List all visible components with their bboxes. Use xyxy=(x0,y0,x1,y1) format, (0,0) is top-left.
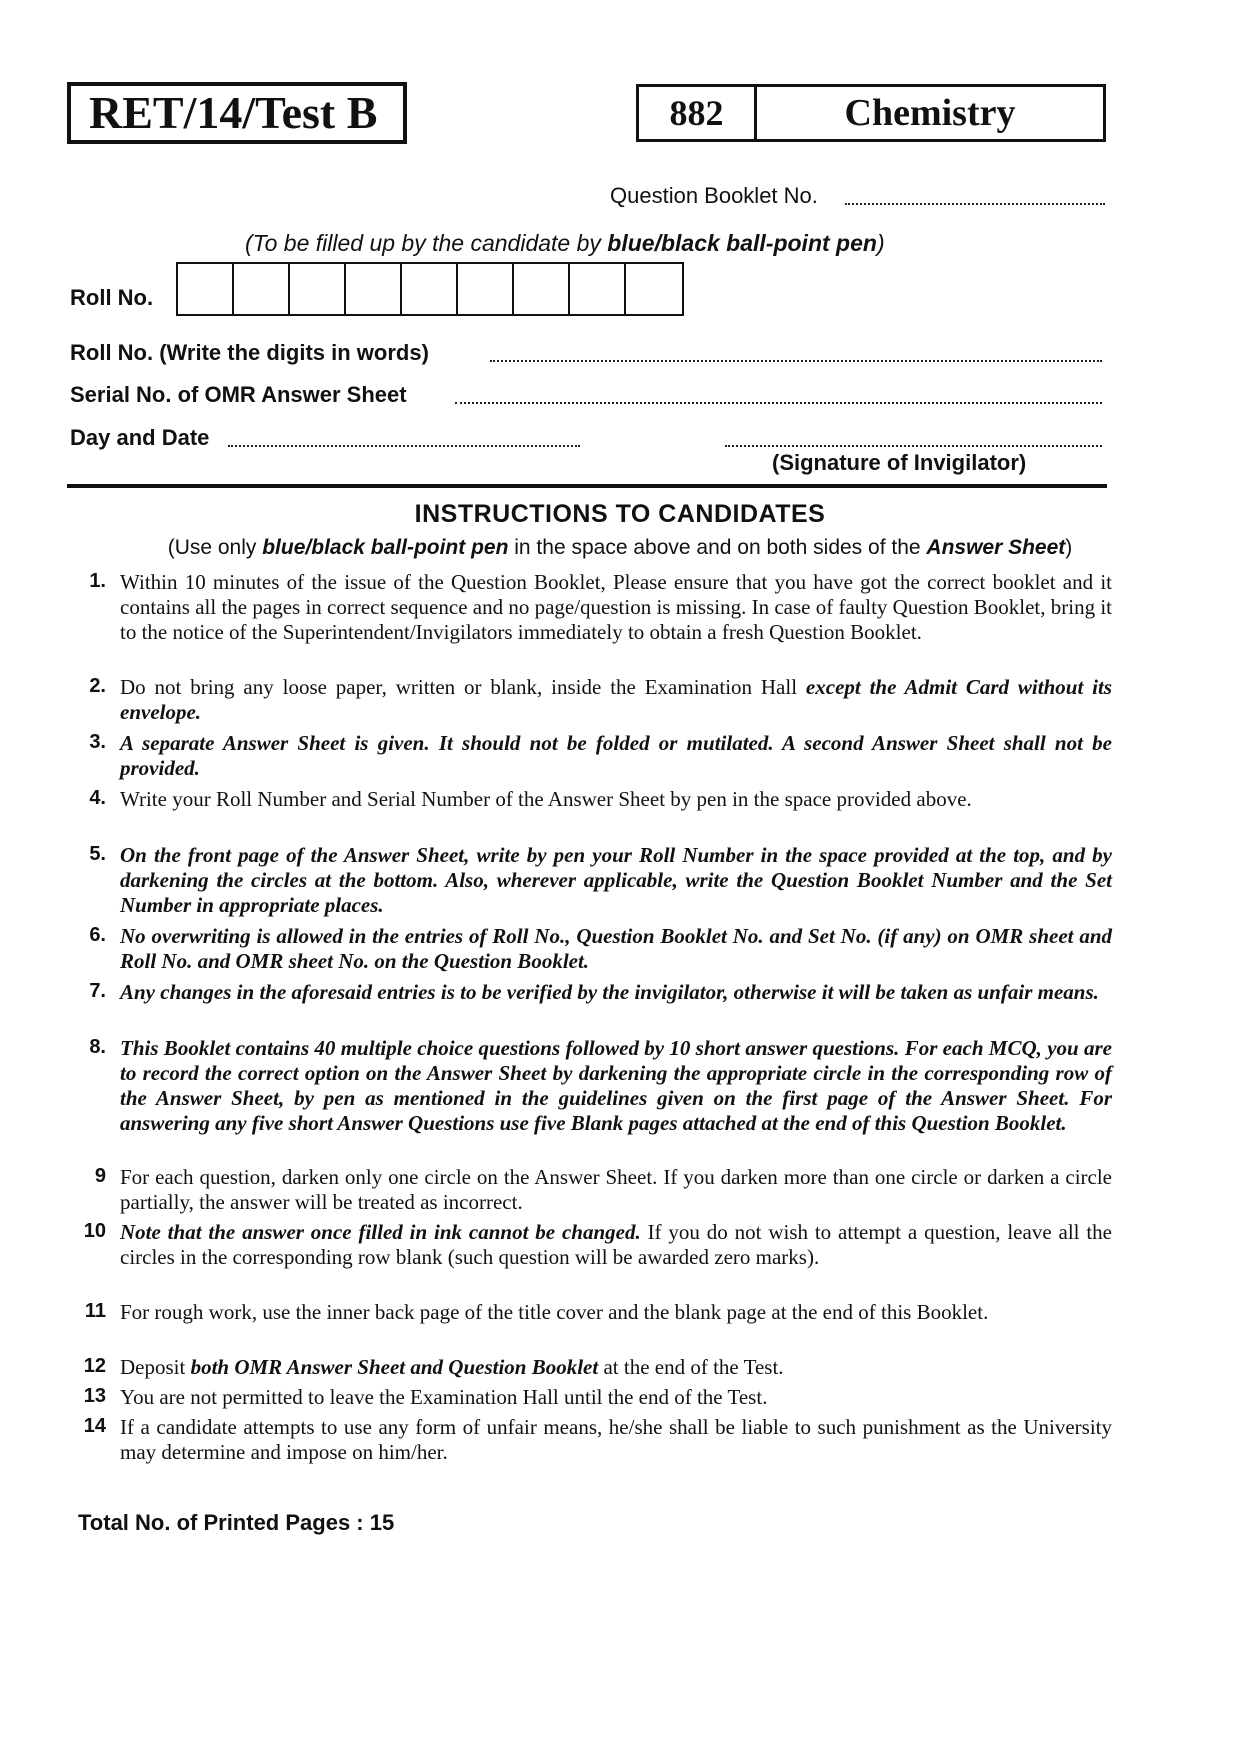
omr-serial-field[interactable] xyxy=(455,402,1102,404)
roll-no-label: Roll No. xyxy=(70,285,154,310)
roll-digit-cell[interactable] xyxy=(290,264,346,314)
roll-digit-cell[interactable] xyxy=(458,264,514,314)
instruction-item: 3. A separate Answer Sheet is given. It should not be folded or mutilated. A second Answer Sheet shall not be provided. xyxy=(89,731,1112,780)
header-divider xyxy=(67,484,1107,488)
roll-digit-cell[interactable] xyxy=(346,264,402,314)
instruction-item: 9 For each question, darken only one circle on the Answer Sheet. If you darken more than one circle or darken a circle partially, the answer will be treated as incorrect. xyxy=(94,1165,1112,1214)
omr-serial-label: Serial No. of OMR Answer Sheet xyxy=(70,382,407,407)
instruction-item: 11 For rough work, use the inner back page of the title cover and the blank page at the end of this Booklet. xyxy=(84,1300,989,1324)
instruction-item: 4. Write your Roll Number and Serial Number of the Answer Sheet by pen in the space provided above. xyxy=(89,787,972,811)
roll-digit-cell[interactable] xyxy=(570,264,626,314)
instruction-item: 12 Deposit both OMR Answer Sheet and Question Booklet at the end of the Test. xyxy=(83,1355,784,1379)
instruction-item: 13 You are not permitted to leave the Examination Hall until the end of the Test. xyxy=(83,1385,768,1409)
day-date-field[interactable] xyxy=(228,445,580,447)
subject-name: Chemistry xyxy=(844,92,1016,134)
signature-field[interactable] xyxy=(725,445,1102,447)
test-code-box xyxy=(67,82,407,144)
subject-code: 882 xyxy=(639,87,757,139)
signature-label: (Signature of Invigilator) xyxy=(772,450,1027,475)
instruction-item: 5. On the front page of the Answer Sheet, write by pen your Roll Number in the space provided at the top, and by darkening the circles at the bottom. Also, wherever applicable, write the Question Booklet Number and the Set Number in appropriate places. xyxy=(89,843,1112,917)
instruction-item: 8. This Booklet contains 40 multiple choice questions followed by 10 short answer questions. For each MCQ, you are to record the correct option on the Answer Sheet by darkening the appropriate circle in the corresponding row of the Answer Sheet, by pen as mentioned in the guidelines given on the first page of the Answer Sheet. For answering any five short Answer Questions use five Blank pages attached at the end of this Question Booklet. xyxy=(89,1036,1112,1135)
roll-digit-cell[interactable] xyxy=(514,264,570,314)
roll-no-words-label: Roll No. (Write the digits in words) xyxy=(70,340,429,365)
day-date-label: Day and Date xyxy=(70,425,210,450)
instructions-heading: INSTRUCTIONS TO CANDIDATES xyxy=(414,500,826,528)
instruction-item: 6. No overwriting is allowed in the entries of Roll No., Question Booklet No. and Set No. (if any) on OMR sheet and Roll No. and OMR sheet No. on the Question Booklet. xyxy=(89,924,1112,973)
fill-note: (To be filled up by the candidate by blue/black ball-point pen) xyxy=(245,230,885,256)
instruction-item: 14 If a candidate attempts to use any form of unfair means, he/she shall be liable to such punishment as the University may determine and impose on him/her. xyxy=(83,1415,1112,1464)
roll-no-grid[interactable] xyxy=(176,262,684,316)
total-printed-pages: Total No. of Printed Pages : 15 xyxy=(78,1510,395,1535)
roll-digit-cell[interactable] xyxy=(178,264,234,314)
roll-digit-cell[interactable] xyxy=(626,264,682,314)
subject-box xyxy=(636,84,1106,142)
roll-digit-cell[interactable] xyxy=(402,264,458,314)
booklet-no-field[interactable] xyxy=(845,203,1105,205)
instruction-item: 2. Do not bring any loose paper, written or blank, inside the Examination Hall except the Admit Card without its envelope. xyxy=(89,675,1112,724)
instruction-item: 7. Any changes in the aforesaid entries is to be verified by the invigilator, otherwise it will be taken as unfair means. xyxy=(89,980,1099,1004)
instruction-item: 1. Within 10 minutes of the issue of the Question Booklet, Please ensure that you have got the correct booklet and it contains all the pages in correct sequence and no page/question is missing. In case of faulty Question Booklet, bring it to the notice of the Superintendent/Invigilators immediately to obtain a fresh Question Booklet. xyxy=(89,570,1113,644)
instruction-item: 10 Note that the answer once filled in ink cannot be changed. If you do not wish to attempt a question, leave all the circles in the corresponding row blank (such question will be awarded zero marks). xyxy=(83,1220,1112,1269)
instructions-subheading: (Use only blue/black ball-point pen in the space above and on both sides of the Answer Sheet) xyxy=(167,536,1073,559)
question-booklet-label: Question Booklet No. xyxy=(610,183,818,208)
roll-digit-cell[interactable] xyxy=(234,264,290,314)
roll-no-words-field[interactable] xyxy=(490,360,1102,362)
test-code: RET/14/Test B xyxy=(89,87,378,138)
